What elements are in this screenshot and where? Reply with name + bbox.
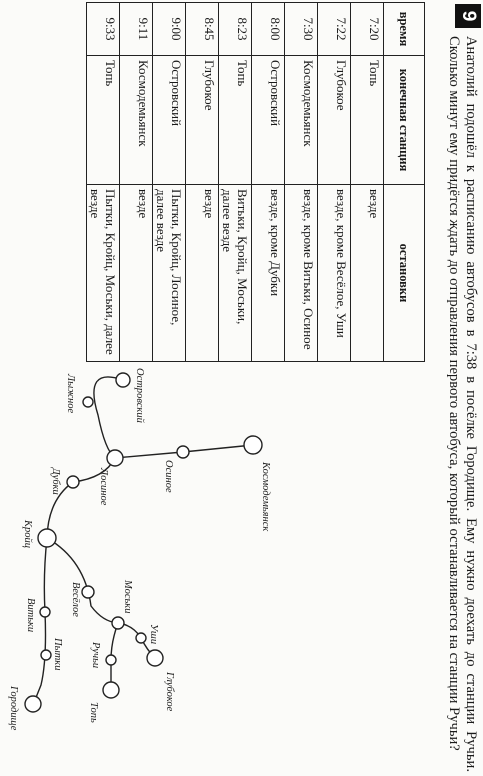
label-kosmodemyansk: Космодемьянск — [260, 462, 271, 532]
cell-stops: везде — [351, 185, 384, 362]
table-row — [285, 3, 318, 362]
node-glubokoe — [147, 650, 163, 666]
label-ushi: Уши — [148, 624, 159, 645]
cell-terminal: Топь — [87, 56, 120, 185]
label-lyzhnoe: Лыжное — [65, 374, 76, 414]
line-kroyts-moski — [47, 538, 118, 623]
table-row — [87, 3, 120, 362]
node-dubki — [67, 476, 79, 488]
cell-terminal: Топь — [351, 56, 384, 185]
cell-stops: везде, кроме Дубки — [252, 185, 285, 362]
table-row — [120, 3, 153, 362]
node-top — [103, 682, 119, 698]
label-pytki: Пытки — [52, 638, 63, 671]
node-ostrovsky — [116, 373, 130, 387]
cell-terminal: Островский — [153, 56, 186, 185]
line-ostrovsky-losinoe — [94, 377, 123, 458]
cell-terminal: Островский — [252, 56, 285, 185]
cell-stops: везде — [186, 185, 219, 362]
station-labels — [8, 368, 271, 731]
cell-time: 9:00 — [153, 3, 186, 56]
node-vitki — [40, 607, 50, 617]
table-row — [351, 3, 384, 362]
node-losinoe — [107, 450, 123, 466]
cell-time: 7:20 — [351, 3, 384, 56]
cell-stops: Пытки, Кройц, Моськи, далее везде — [87, 185, 120, 362]
cell-time: 8:23 — [219, 3, 252, 56]
cell-terminal: Глубокое — [186, 56, 219, 185]
cell-time: 9:11 — [120, 3, 153, 56]
label-kroyts: Кройц — [22, 520, 33, 548]
cell-terminal: Космодемьянск — [120, 56, 153, 185]
label-vesyoloe: Весёлое — [70, 582, 81, 617]
label-losinoe: Лосиное — [98, 468, 109, 506]
node-ruchyi — [106, 655, 116, 665]
node-osinoe — [177, 446, 189, 458]
node-moski — [112, 617, 124, 629]
route-map — [3, 360, 373, 770]
problem-number: 9 — [455, 4, 481, 28]
cell-stops: везде, кроме Весёлое, Уши — [318, 185, 351, 362]
label-gorodishche: Городище — [8, 686, 19, 731]
node-kosmodemyansk — [244, 436, 262, 454]
table-row — [186, 3, 219, 362]
table-row — [252, 3, 285, 362]
cell-time: 9:33 — [87, 3, 120, 56]
cell-time: 7:22 — [318, 3, 351, 56]
table-row — [318, 3, 351, 362]
line-kroyts-gorodishche — [35, 538, 47, 700]
bus-schedule-table — [86, 2, 425, 362]
cell-stops: везде, кроме Витьки, Осиное — [285, 185, 318, 362]
node-gorodishche — [25, 696, 41, 712]
problem-statement: Анатолий подошёл к расписанию автобусов в 7:38 в посёлке Городище. Ему нужно доехать до станции Ручьи. Сколько минут ему придётся ждать до отправления первого автобуса, который останавливается на станции Ручьи? — [446, 36, 479, 772]
route-lines — [35, 377, 253, 700]
table-row — [219, 3, 252, 362]
label-osinoe: Осиное — [163, 460, 174, 493]
node-lyzhnoe — [83, 397, 93, 407]
label-moski: Моськи — [122, 580, 133, 614]
cell-time: 8:00 — [252, 3, 285, 56]
label-top: Топь — [88, 702, 99, 723]
cell-time: 8:45 — [186, 3, 219, 56]
label-ostrovsky: Островский — [134, 368, 145, 423]
cell-stops: Витьки, Кройц, Моськи, далее везде — [219, 185, 252, 362]
label-ruchyi: Ручьи — [90, 642, 101, 669]
node-ushi — [136, 633, 146, 643]
cell-stops: везде — [120, 185, 153, 362]
node-kroyts — [38, 529, 56, 547]
label-glubokoe: Глубокое — [164, 672, 175, 712]
label-vitki: Витьки — [25, 598, 36, 633]
header-time: время — [384, 3, 425, 56]
cell-terminal: Космодемьянск — [285, 56, 318, 185]
cell-stops: Пытки, Кройц, Лосиное, далее везде — [153, 185, 186, 362]
cell-time: 7:30 — [285, 3, 318, 56]
node-pytki — [41, 650, 51, 660]
cell-terminal: Глубокое — [318, 56, 351, 185]
table-row — [153, 3, 186, 362]
node-vesyoloe — [82, 586, 94, 598]
header-terminal: конечная станция — [384, 56, 425, 185]
cell-terminal: Топь — [219, 56, 252, 185]
header-stops: остановки — [384, 185, 425, 362]
table-header-row — [384, 3, 425, 362]
label-dubki: Дубки — [50, 468, 61, 495]
